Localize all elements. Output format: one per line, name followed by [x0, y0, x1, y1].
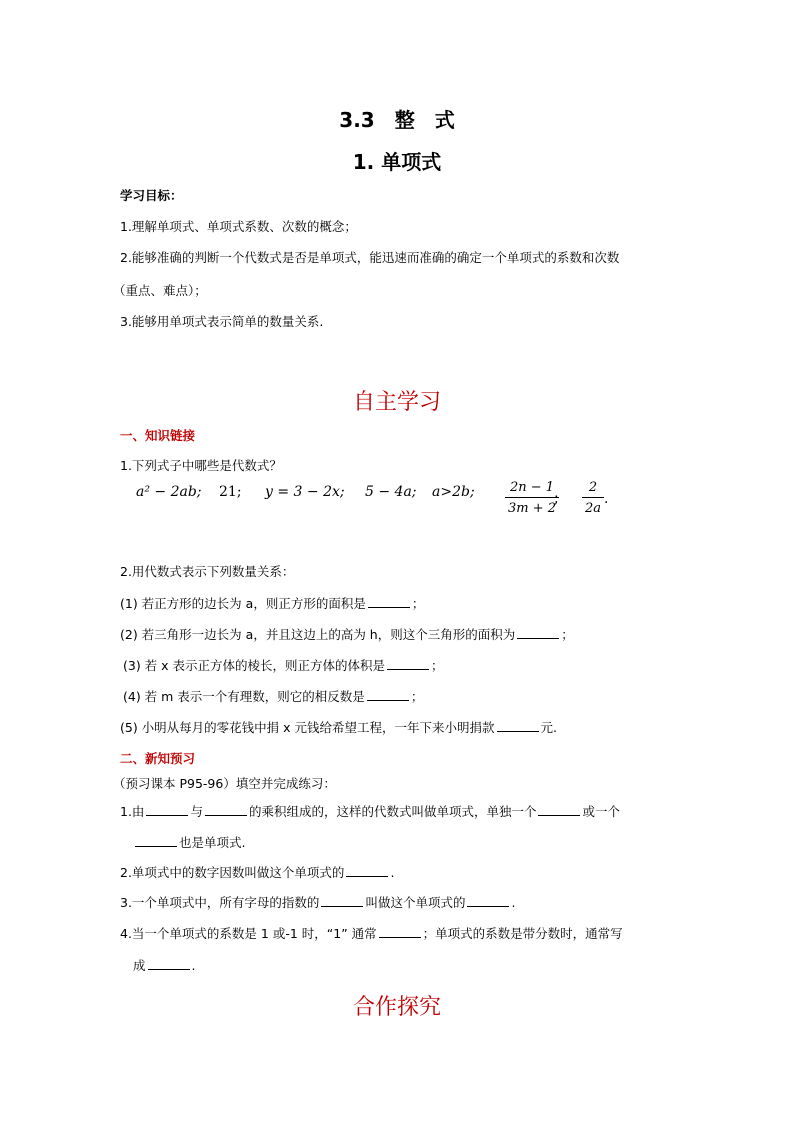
- question-2-item-2: (2) 若三角形一边长为 a，并且这边上的高为 h，则这个三角形的面积为 ；: [120, 627, 574, 642]
- answer-blank[interactable]: [321, 894, 363, 907]
- expr-4: 5 − 4a;: [365, 484, 417, 500]
- answer-blank[interactable]: [538, 803, 580, 816]
- answer-blank[interactable]: [387, 657, 429, 670]
- answer-blank[interactable]: [146, 803, 188, 816]
- preview-item-3: 3.一个单项式中，所有字母的指数的 叫做这个单项式的 .: [120, 895, 516, 910]
- question-2-item-1: (1) 若正方形的边长为 a，则正方形的面积是 ；: [120, 596, 425, 611]
- part1-heading: 一、知识链接: [120, 428, 196, 443]
- fraction-2-denominator: 2a: [585, 501, 602, 516]
- fraction-2-separator: .: [604, 491, 609, 507]
- preview-note: （预习课本 P95-96）填空并完成练习：: [113, 776, 336, 791]
- question-2-item-5: (5) 小明从每月的零花钱中捐 x 元钱给希望工程，一年下来小明捐款 元.: [120, 720, 558, 735]
- answer-blank[interactable]: [379, 925, 421, 938]
- answer-blank[interactable]: [497, 719, 539, 732]
- goal-item-1: 1.理解单项式、单项式系数、次数的概念；: [120, 219, 357, 234]
- fraction-2-numerator: 2: [582, 480, 604, 498]
- answer-blank[interactable]: [148, 957, 190, 970]
- expr-2: 21;: [219, 484, 242, 500]
- expr-fraction-1: [505, 480, 559, 516]
- preview-item-4: 4.当一个单项式的系数是 1 或-1 时，“1” 通常 ；单项式的系数是带分数时，通常写: [120, 926, 623, 941]
- page-subtitle: 1. 单项式: [352, 150, 442, 174]
- answer-blank[interactable]: [135, 834, 177, 847]
- fraction-1-separator: ;: [554, 491, 559, 507]
- answer-blank[interactable]: [205, 803, 247, 816]
- page-title: 3.3 整 式: [339, 108, 455, 132]
- question-1: 1.下列式子中哪些是代数式？: [120, 458, 282, 473]
- answer-blank[interactable]: [367, 688, 409, 701]
- question-2-item-4: (4) 若 m 表示一个有理数，则它的相反数是 ；: [123, 689, 424, 704]
- fraction-1-denominator: 3m + 2: [508, 501, 557, 516]
- section-heading-self-study: 自主学习: [352, 390, 441, 415]
- expr-3: y = 3 − 2x;: [265, 484, 345, 500]
- part2-heading: 二、新知预习: [120, 751, 196, 766]
- answer-blank[interactable]: [467, 894, 509, 907]
- preview-item-1-cont: 也是单项式.: [133, 834, 245, 852]
- expr-1: a² − 2ab;: [136, 484, 202, 500]
- question-2: 2.用代数式表示下列数量关系：: [120, 564, 295, 579]
- goal-item-2: 2.能够准确的判断一个代数式是否是单项式，能迅速而准确的确定一个单项式的系数和次数: [120, 250, 620, 265]
- answer-blank[interactable]: [368, 595, 410, 608]
- answer-blank[interactable]: [517, 626, 559, 639]
- answer-blank[interactable]: [346, 864, 388, 877]
- preview-item-4-cont: 成 .: [133, 958, 196, 973]
- goal-item-3: 3.能够用单项式表示简单的数量关系.: [120, 314, 324, 329]
- goals-heading: 学习目标：: [120, 188, 183, 203]
- section-heading-cooperative: 合作探究: [352, 995, 441, 1020]
- expr-fraction-2: [582, 480, 604, 516]
- goal-item-2-cont: （重点、难点）；: [113, 283, 207, 298]
- preview-item-1: 1.由 与 的乘积组成的，这样的代数式叫做单项式，单独一个 或一个: [120, 804, 620, 819]
- preview-item-2: 2.单项式中的数字因数叫做这个单项式的 .: [120, 865, 395, 880]
- fraction-1-numerator: 2n − 1: [505, 480, 559, 498]
- question-2-item-3: (3) 若 x 表示正方体的棱长，则正方体的体积是 ；: [123, 658, 444, 673]
- expr-5: a>2b;: [432, 484, 475, 500]
